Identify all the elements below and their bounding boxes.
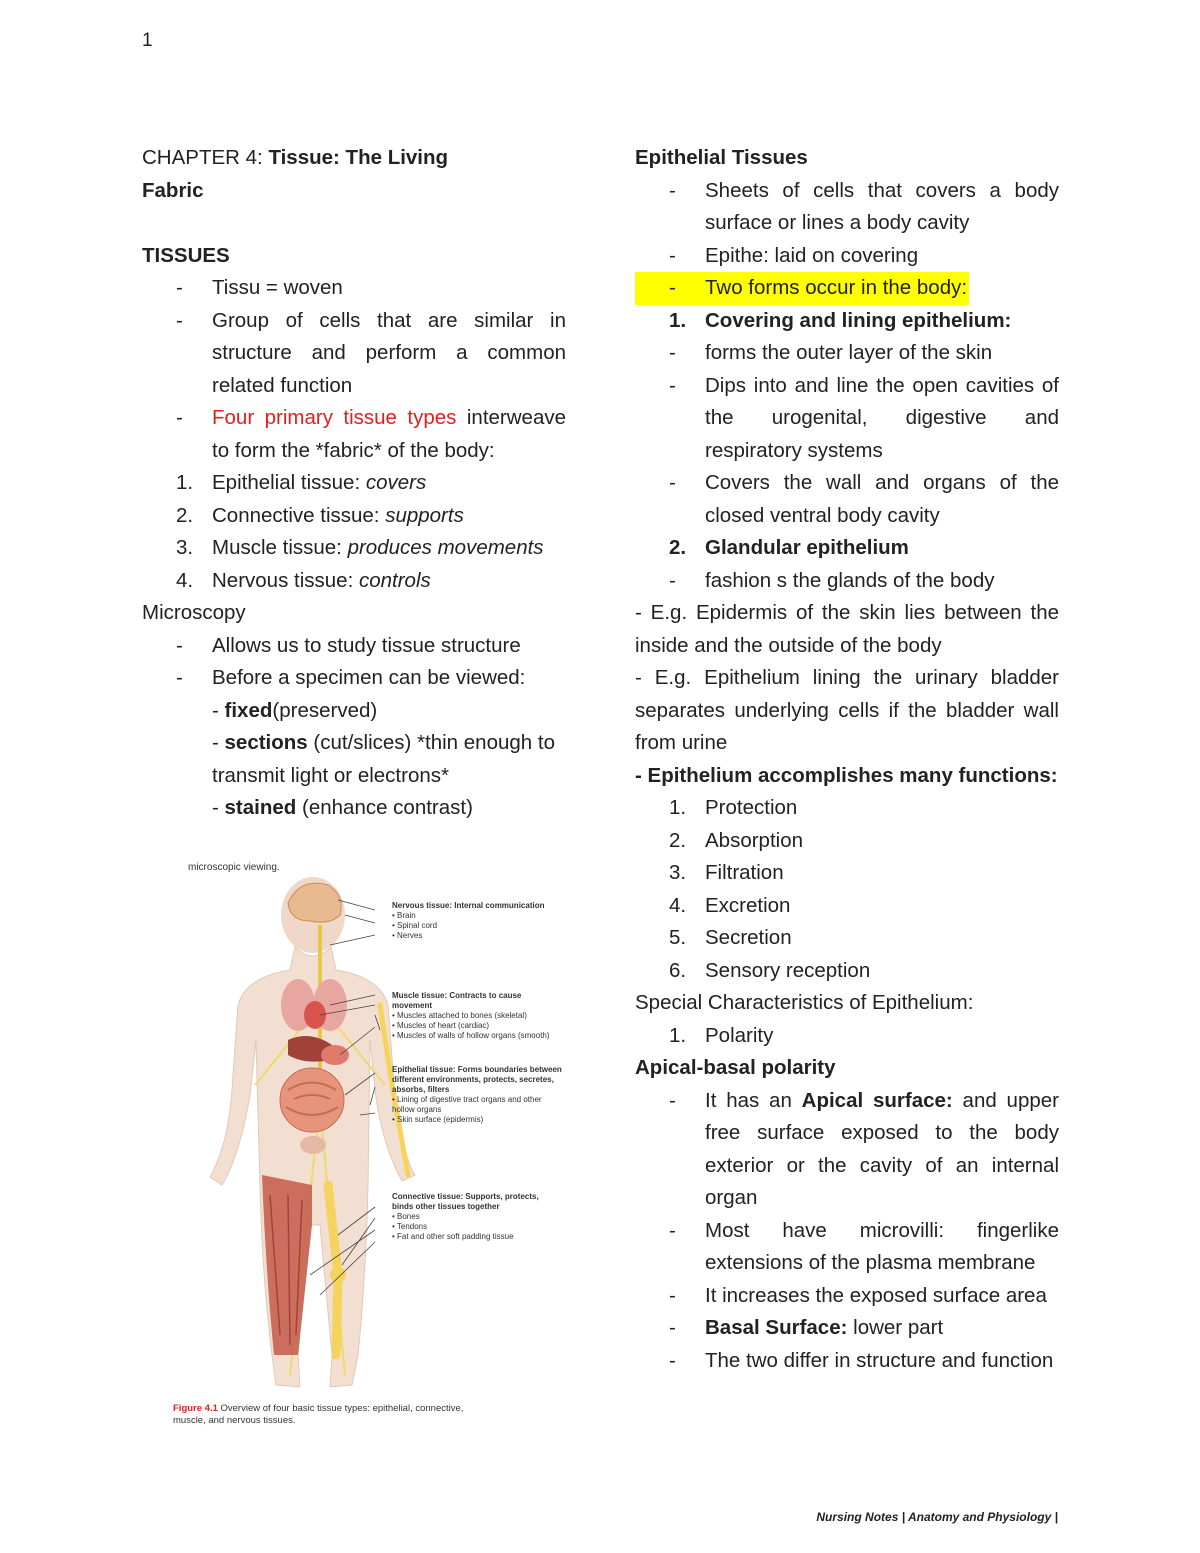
spacer — [142, 207, 566, 240]
function-item: 1. Protection — [669, 796, 798, 819]
function-item: 3. Filtration — [669, 861, 784, 884]
example-1: - E.g. Epidermis of the skin lies between the inside and the outside of the body — [635, 601, 1059, 657]
page-footer: Nursing Notes | Anatomy and Physiology | — [816, 1510, 1058, 1524]
stomach — [321, 1045, 349, 1065]
list-item: - Allows us to study tissue structure — [176, 633, 521, 657]
type-item: 4. Nervous tissue: controls — [176, 568, 431, 592]
function-item: 4. Excretion — [669, 893, 791, 917]
list-item: - Tissu = woven — [176, 276, 343, 299]
four-primary-red: Four primary tissue types — [212, 406, 457, 429]
list-item: - Epithe: laid on covering — [669, 243, 919, 267]
function-item: 6. Sensory reception — [669, 958, 871, 982]
right-column — [635, 142, 1059, 1377]
list-item: - The two differ in structure and function — [669, 1348, 1054, 1372]
covering-heading: 1. Covering and lining epithelium: — [669, 308, 1012, 332]
label-muscle: Muscle tissue: Contracts to cause movement • Muscles attached to bones (skeletal) • Muscles of heart (cardiac) • Muscles of walls of hollow organs (smooth) — [392, 991, 550, 1040]
chapter-title-cont: Fabric — [142, 178, 204, 202]
label-epithelial: Epithelial tissue: Forms boundaries between different environments, protects, secretes, absorbs, filters • Lining of digestive tract organs and other hollow organs • Skin surface (epidermis) — [392, 1065, 562, 1124]
figure-top-text: microscopic viewing. — [188, 862, 280, 873]
list-item: - fashion s the glands of the body — [669, 568, 995, 592]
highlighted-item: - Two forms occur in the body: — [635, 272, 969, 305]
list-item: - It increases the exposed surface area — [669, 1283, 1047, 1307]
tissues-heading: TISSUES — [142, 243, 230, 267]
list-item: - It has an Apical surface: and upper free surface exposed to the body exterior or the cavity of an internal organ — [669, 1088, 1059, 1209]
functions-heading: - Epithelium accomplishes many functions: — [635, 763, 1058, 787]
type-item: 3. Muscle tissue: produces movements — [176, 536, 544, 559]
page-number: 1 — [142, 30, 153, 51]
apical-heading: Apical-basal polarity — [635, 1056, 836, 1079]
glandular-heading: 2. Glandular epithelium — [669, 536, 909, 559]
list-item: - Group of cells that are similar in structure and perform a common related function — [176, 308, 566, 397]
left-column — [142, 142, 566, 825]
label-nervous: Nervous tissue: Internal communication • Brain • Spinal cord • Nerves — [392, 901, 545, 940]
label-connective: Connective tissue: Supports, protects, binds other tissues together • Bones • Tendons • Fat and other soft padding tissue — [392, 1192, 539, 1241]
sub-item-stained: - stained (enhance contrast) — [212, 796, 473, 819]
list-item: - Sheets of cells that covers a body surface or lines a body cavity — [669, 178, 1059, 234]
type-item: 2. Connective tissue: supports — [176, 503, 464, 527]
list-item: - Before a specimen can be viewed: — [176, 666, 526, 689]
microscopy-heading: Microscopy — [142, 601, 246, 624]
function-item: 5. Secretion — [669, 926, 792, 949]
special-heading: Special Characteristics of Epithelium: — [635, 991, 974, 1014]
example-2: - E.g. Epithelium lining the urinary bladder separates underlying cells if the bladder wall from urine — [635, 666, 1059, 754]
list-item: - Basal Surface: lower part — [669, 1316, 944, 1339]
heart — [304, 1001, 326, 1029]
bladder — [300, 1136, 326, 1154]
sub-item-fixed: - fixed(preserved) — [212, 698, 378, 722]
figure-caption: Figure 4.1 Overview of four basic tissue types: epithelial, connective, muscle, and nervous tissues. — [173, 1403, 464, 1426]
sub-item-sections: - sections (cut/slices) *thin enough to transmit light or electrons* — [212, 731, 555, 787]
epithelial-heading: Epithelial Tissues — [635, 146, 808, 169]
polarity-item: 1. Polarity — [669, 1023, 774, 1047]
type-item: 1. Epithelial tissue: covers — [176, 471, 427, 494]
list-item: - forms the outer layer of the skin — [669, 341, 993, 364]
list-item: - Covers the wall and organs of the closed ventral body cavity — [669, 471, 1059, 527]
list-item: - Four primary tissue types interweave to form the *fabric* of the body: — [176, 406, 566, 462]
intestines — [280, 1068, 344, 1132]
list-item: - Dips into and line the open cavities of the urogenital, digestive and respiratory systems — [669, 373, 1059, 462]
list-item: - Most have microvilli: fingerlike extensions of the plasma membrane — [669, 1218, 1059, 1274]
chapter-title: CHAPTER 4: Tissue: The Living — [142, 146, 449, 169]
tissue-figure — [170, 855, 570, 1435]
function-item: 2. Absorption — [669, 828, 804, 852]
